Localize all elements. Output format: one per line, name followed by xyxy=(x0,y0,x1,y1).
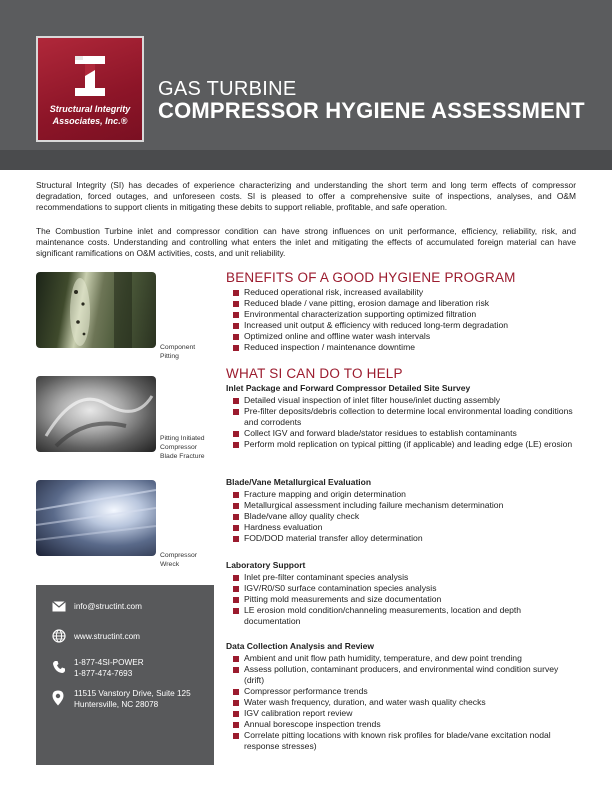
title-line-1: GAS TURBINE xyxy=(158,78,297,100)
email-link[interactable]: info@structint.com xyxy=(74,602,142,611)
logo-name: Structural Integrity xyxy=(49,104,131,114)
email-icon xyxy=(52,601,66,612)
header-band xyxy=(0,0,612,170)
list-item: Perform mold replication on typical pitting (if applicable) and leading edge (LE) erosion xyxy=(232,439,577,450)
list-item: Assess pollution, contaminant producers, and environmental wind condition survey (drift) xyxy=(232,664,577,686)
list-item: Reduced blade / vane pitting, erosion damage and liberation risk xyxy=(232,298,577,309)
list-item: Fracture mapping and origin determination xyxy=(232,489,577,500)
list-item: Environmental characterization supporting optimized filtration xyxy=(232,309,577,320)
phone-number-1[interactable]: 1-877-4SI-POWER xyxy=(74,658,144,667)
group-title-metallurgical: Blade/Vane Metallurgical Evaluation xyxy=(226,477,372,487)
pitting-texture xyxy=(36,272,156,348)
photo-caption-1: Component Pitting xyxy=(160,344,196,360)
list-item: Reduced operational risk, increased availability xyxy=(232,287,577,298)
benefits-list xyxy=(232,287,577,353)
list-item: Optimized online and offline water wash intervals xyxy=(232,331,577,342)
list-item: Compressor performance trends xyxy=(232,686,577,697)
globe-icon xyxy=(52,629,66,643)
website-link[interactable]: www.structint.com xyxy=(74,632,140,641)
blade-fracture-photo xyxy=(36,376,156,452)
list-item: Increased unit output & efficiency with reduced long-term degradation xyxy=(232,320,577,331)
group-title-laboratory: Laboratory Support xyxy=(226,560,306,570)
list-item: Blade/vane alloy quality check xyxy=(232,511,577,522)
list-item: Water wash frequency, duration, and water wash quality checks xyxy=(232,697,577,708)
list-item: Hardness evaluation xyxy=(232,522,577,533)
site-survey-list xyxy=(232,395,577,450)
list-item: IGV/R0/S0 surface contamination species analysis xyxy=(232,583,577,594)
list-item: Detailed visual inspection of inlet filter house/inlet ducting assembly xyxy=(232,395,577,406)
fracture-texture xyxy=(36,376,156,452)
phone-icon xyxy=(52,660,66,674)
photo-caption-2: Pitting Initiated Compressor Blade Fracture xyxy=(160,435,205,460)
list-item: FOD/DOD material transfer alloy determination xyxy=(232,533,577,544)
benefits-heading: BENEFITS OF A GOOD HYGIENE PROGRAM xyxy=(226,270,516,285)
list-item: Pre-filter deposits/debris collection to determine local environmental loading conditions and corrodents xyxy=(232,406,577,428)
list-item: Collect IGV and forward blade/stator residues to establish contaminants xyxy=(232,428,577,439)
list-item: Correlate pitting locations with known risk profiles for blade/vane excitation nodal response stresses) xyxy=(232,730,577,752)
phone-number-2[interactable]: 1-877-474-7693 xyxy=(74,669,133,678)
laboratory-list xyxy=(232,572,577,627)
intro-paragraph-2: The Combustion Turbine inlet and compressor condition can have strong influences on unit performance, efficiency, reliability, risk, and maintenance costs. Understanding and controlling what enters the inlet and mitigating the effects of accumulated foreign material can have significant ramifications on O&M activities, costs, and unit reliability. xyxy=(36,226,576,258)
intro-paragraph-1: Structural Integrity (SI) has decades of experience characterizing and understanding the short term and long term effects of compressor degradation, forced outages, and unforeseen costs. SI is pleased to offer a comprehensive suite of inspections, analyses, and O&M recommendations to support clients in mitigating these debits to support reliable, profitable, and safe operation. xyxy=(36,180,576,212)
company-logo[interactable] xyxy=(36,36,144,142)
list-item: Inlet pre-filter contaminant species analysis xyxy=(232,572,577,583)
logo-subname: Associates, Inc.® xyxy=(52,116,128,126)
address-line-1: 11515 Vanstory Drive, Suite 125 xyxy=(74,689,191,698)
compressor-wreck-photo xyxy=(36,480,156,556)
group-title-site-survey: Inlet Package and Forward Compressor Detailed Site Survey xyxy=(226,383,471,393)
photo-caption-3: Compressor Wreck xyxy=(160,552,198,568)
location-pin-icon xyxy=(52,690,64,706)
header-stripe xyxy=(0,150,612,170)
wreck-texture xyxy=(36,480,156,556)
list-item: IGV calibration report review xyxy=(232,708,577,719)
list-item: Annual borescope inspection trends xyxy=(232,719,577,730)
list-item: Ambient and unit flow path humidity, temperature, and dew point trending xyxy=(232,653,577,664)
list-item: Pitting mold measurements and size documentation xyxy=(232,594,577,605)
logo-mark-icon xyxy=(71,54,109,98)
data-collection-list xyxy=(232,653,577,752)
component-pitting-photo xyxy=(36,272,156,348)
metallurgical-list xyxy=(232,489,577,544)
list-item: Reduced inspection / maintenance downtime xyxy=(232,342,577,353)
contact-panel xyxy=(36,585,214,765)
list-item: Metallurgical assessment including failure mechanism determination xyxy=(232,500,577,511)
help-heading: WHAT SI CAN DO TO HELP xyxy=(226,366,403,381)
list-item: LE erosion mold condition/channeling measurements, location and depth documentation xyxy=(232,605,577,627)
title-line-2: COMPRESSOR HYGIENE ASSESSMENT xyxy=(158,98,585,123)
address-line-2: Huntersville, NC 28078 xyxy=(74,700,159,709)
group-title-data-collection: Data Collection Analysis and Review xyxy=(226,641,375,651)
